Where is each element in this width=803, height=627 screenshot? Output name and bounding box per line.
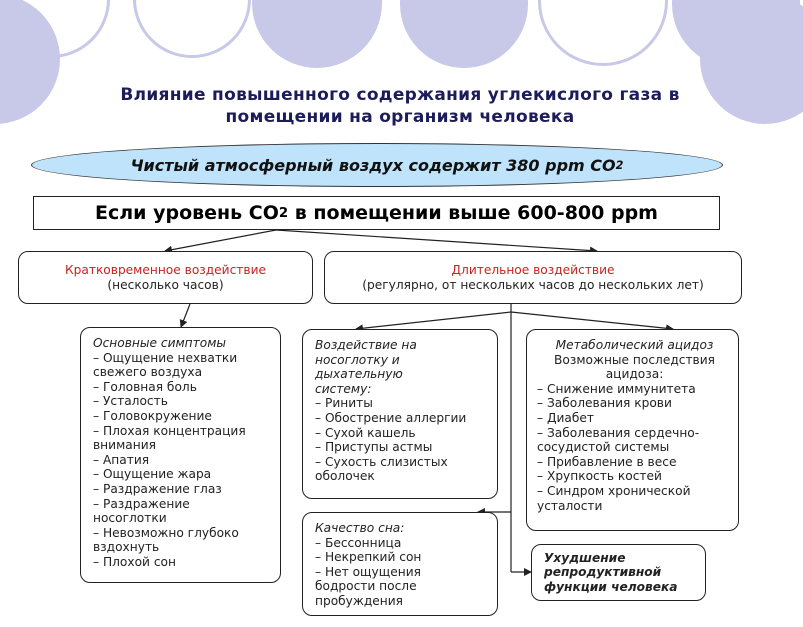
reproductive-line: Ухудшение [544, 550, 626, 565]
respiratory-line: оболочек [315, 469, 375, 484]
arrow-to-symptoms [181, 304, 190, 327]
symptom-line: – Головная боль [93, 379, 197, 394]
respiratory-title [315, 338, 491, 396]
respiratory-line: – Риниты [315, 396, 373, 411]
sleep-list [315, 536, 491, 609]
page-title-line-2: помещении на организм человека [225, 107, 575, 127]
symptom-line: – Раздражение [93, 496, 190, 511]
acidosis-line: – Заболевания сердечно- [537, 425, 700, 440]
sleep-line: – Нет ощущения [315, 564, 421, 579]
reproductive-line: репродуктивной [544, 565, 662, 580]
respiratory-title-line: носоглотку и [315, 352, 400, 367]
symptom-line: носоглотки [93, 511, 167, 526]
sleep-line: пробуждения [315, 593, 404, 608]
page-title-line-1: Влияние повышенного содержания углекислого газа в [120, 85, 680, 105]
symptoms-title: Основные симптомы [93, 336, 227, 350]
short-term-box [18, 251, 313, 304]
symptom-line: вздохнуть [93, 540, 160, 555]
acidosis-line: – Снижение иммунитета [537, 381, 696, 396]
symptom-line: – Апатия [93, 452, 150, 467]
acidosis-line: – Диабет [537, 410, 594, 425]
symptom-line: – Раздражение глаз [93, 481, 222, 496]
symptom-line: – Невозможно глубоко [93, 525, 239, 540]
reproductive-box [531, 544, 706, 601]
respiratory-list [315, 396, 491, 484]
symptom-line: – Ощущение жара [93, 467, 212, 482]
acidosis-line: сосудистой системы [537, 440, 670, 455]
long-term-subtitle: (регулярно, от нескольких часов до нескольких лет) [362, 277, 704, 292]
indoor-level-post: в помещении выше 600-800 ppm [288, 202, 658, 224]
symptom-line: внимания [93, 438, 156, 453]
respiratory-line: – Сухой кашель [315, 425, 416, 440]
acidosis-line: – Заболевания крови [537, 396, 672, 411]
symptom-line: – Ощущение нехватки [93, 350, 238, 365]
acidosis-line: – Синдром хронической [537, 483, 691, 498]
sleep-box [302, 512, 498, 616]
sleep-line: – Бессонница [315, 535, 402, 550]
acidosis-line: – Хрупкость костей [537, 469, 662, 484]
acidosis-line: – Прибавление в весе [537, 454, 677, 469]
respiratory-line: – Сухость слизистых [315, 454, 448, 469]
symptom-line: – Плохой сон [93, 554, 176, 569]
sleep-title: Качество сна: [315, 521, 405, 535]
long-term-title: Длительное воздействие [451, 262, 615, 277]
respiratory-line: – Обострение аллергии [315, 410, 467, 425]
respiratory-box [302, 329, 498, 499]
acidosis-intro [537, 353, 732, 382]
reproductive-line: функции человека [544, 579, 678, 594]
short-term-title: Кратковременное воздействие [64, 262, 267, 277]
reproductive-text [544, 551, 699, 595]
acidosis-intro-line: ацидоза: [605, 367, 664, 382]
outdoor-air-subscript: 2 [615, 158, 624, 172]
symptom-line: – Головокружение [93, 408, 212, 423]
respiratory-title-line: Воздействие на [315, 338, 417, 352]
respiratory-line: – Приступы астмы [315, 440, 433, 455]
short-term-subtitle: (несколько часов) [107, 277, 224, 292]
arrow-to-short-term [165, 230, 276, 251]
respiratory-title-line: дыхательную [315, 367, 403, 382]
acidosis-box [526, 329, 739, 531]
symptom-line: свежего воздуха [93, 365, 203, 380]
respiratory-title-line: систему: [315, 381, 372, 396]
acidosis-list [537, 382, 732, 513]
sleep-line: – Некрепкий сон [315, 550, 422, 565]
arrow-to-respiratory [356, 312, 511, 329]
long-term-box [324, 251, 742, 304]
indoor-level-subscript: 2 [278, 205, 289, 221]
symptom-line: – Усталость [93, 394, 168, 409]
arrow-to-acidosis [511, 312, 673, 329]
symptoms-list [93, 351, 274, 570]
symptoms-box [80, 327, 281, 583]
indoor-level-pre: Если уровень CO [95, 202, 279, 224]
acidosis-title: Метаболический ацидоз [555, 338, 714, 352]
symptom-line: – Плохая концентрация [93, 423, 246, 438]
acidosis-intro-line: Возможные последствия [554, 352, 715, 367]
arrow-to-long-term [276, 230, 597, 251]
outdoor-air-text: Чистый атмосферный воздух содержит 380 ppm CO [130, 155, 616, 175]
sleep-line: бодрости после [315, 579, 417, 594]
acidosis-line: усталости [537, 498, 603, 513]
